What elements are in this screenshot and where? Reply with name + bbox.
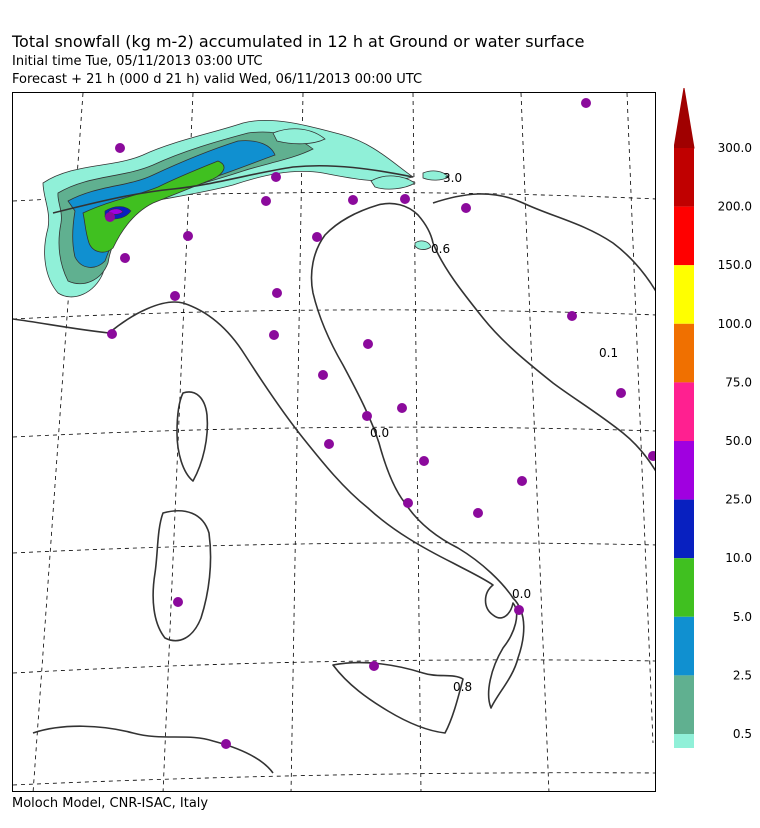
station-marker [318,370,328,380]
legend-swatch [674,148,694,207]
val-sicily: 0.8 [453,680,473,694]
legend-label: 25.0 [725,492,752,507]
station-marker [324,439,334,449]
legend-boxes [674,148,694,748]
legend-swatch [674,441,694,500]
station-marker [400,194,410,204]
legend-labels [718,141,752,741]
val-calabria: 0.0 [512,587,532,601]
snow-patch-slovenia [415,241,431,250]
legend-arrow [674,88,694,148]
legend-label: 5.0 [732,609,752,624]
legend-swatch [674,734,694,748]
legend-swatch [674,382,694,441]
val-alps-east: 3.0 [443,171,463,185]
legend-swatch [674,558,694,617]
legend-swatch [674,207,694,266]
grid-lat-4 [13,543,656,553]
initial-time: Initial time Tue, 05/11/2013 03:00 UTC [12,54,263,69]
station-marker [461,203,471,213]
grid-lat-3 [13,427,656,437]
station-marker [514,605,524,615]
val-central: 0.0 [370,426,390,440]
station-marker [567,311,577,321]
station-marker [369,661,379,671]
legend-label: 0.5 [732,727,752,741]
station-marker [648,451,656,461]
legend-swatch [674,500,694,559]
legend-swatch [674,675,694,734]
station-marker [120,253,130,263]
station-marker [403,498,413,508]
station-marker [170,291,180,301]
snowfall-map [12,92,656,792]
station-marker [173,597,183,607]
grid-lon-5 [521,93,549,792]
legend-label: 300.0 [717,141,752,155]
legend-swatch [674,324,694,383]
legend-swatch [674,617,694,676]
tunisia-coast [33,726,273,773]
station-marker [517,476,527,486]
val-croatia: 0.1 [599,346,619,360]
station-marker [269,330,279,340]
station-marker [397,403,407,413]
legend-label: 100.0 [717,316,752,331]
grid-lon-6 [627,93,653,743]
station-marker [183,231,193,241]
snowfall-area [43,120,449,297]
station-marker [363,339,373,349]
sicily [333,663,463,733]
station-marker [616,388,626,398]
station-marker [271,172,281,182]
station-marker [115,143,125,153]
forecast-time: Forecast + 21 h (000 d 21 h) valid Wed, 06/11/2013 00:00 UTC [12,72,423,87]
station-marker [272,288,282,298]
grid-lat-2 [13,310,656,319]
footer-credit: Moloch Model, CNR-ISAC, Italy [12,796,209,811]
corsica [177,392,207,481]
legend-label: 50.0 [725,434,752,448]
france-coast [13,319,109,333]
station-marker [221,739,231,749]
chart-title: Total snowfall (kg m-2) accumulated in 12 h at Ground or water surface [12,32,585,51]
station-marker [261,196,271,206]
croatia-coast [433,243,656,473]
val-slovenia: 0.6 [431,242,451,256]
station-marker [362,411,372,421]
grid-lat-6 [13,773,656,785]
legend-swatch [674,265,694,324]
station-marker [419,456,429,466]
grid-lon-4 [413,93,421,792]
italy-coast [109,203,524,708]
legend-label: 10.0 [725,551,752,566]
legend-label: 2.5 [732,668,752,683]
sardinia [153,511,210,641]
station-marker [312,232,322,242]
station-marker [105,212,115,222]
station-marker [581,98,591,108]
grid-lon-3 [291,93,303,792]
legend-label: 150.0 [717,258,752,273]
legend-label: 75.0 [725,375,752,390]
station-marker [107,329,117,339]
color-legend [674,88,760,748]
station-marker [348,195,358,205]
legend-label: 200.0 [717,199,752,214]
station-marker [473,508,483,518]
